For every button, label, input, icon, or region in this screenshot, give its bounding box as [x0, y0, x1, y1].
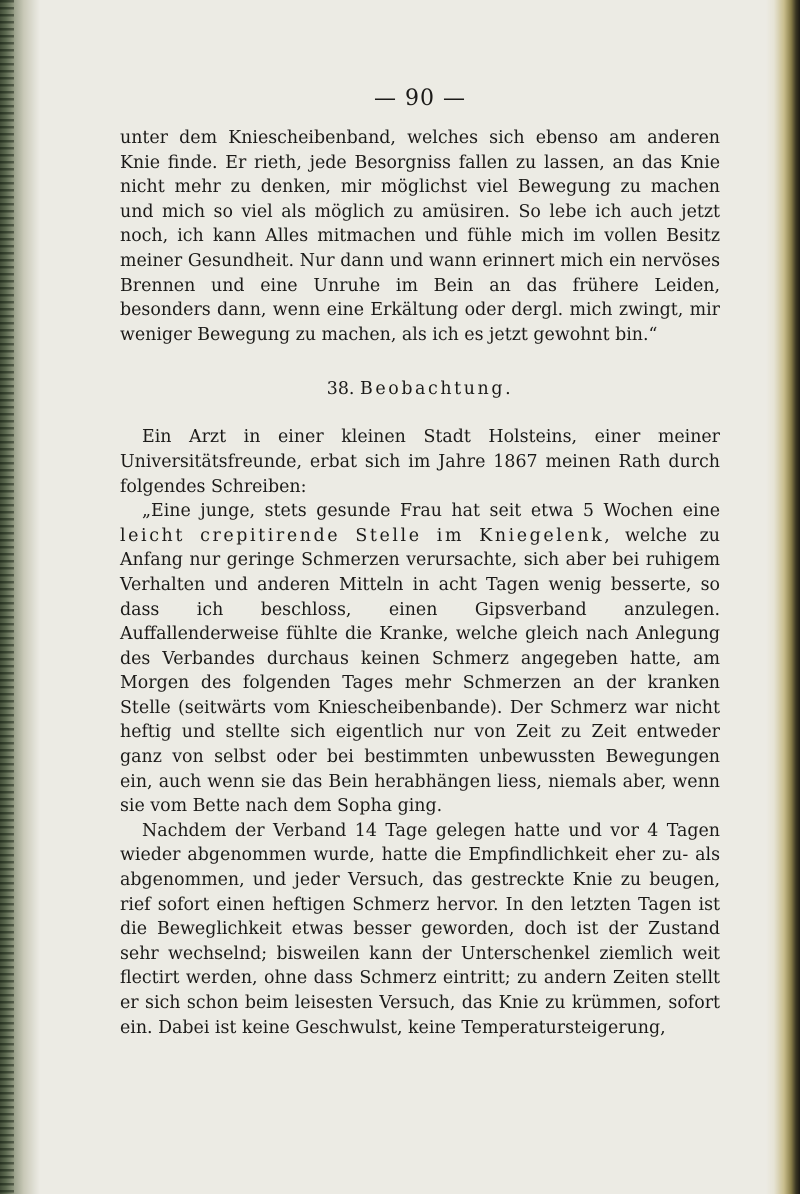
quote-emphasis: leicht crepitirende Stelle im Kniegelenk,: [120, 525, 613, 546]
intro-paragraph: Ein Arzt in einer kleinen Stadt Holsteins, einer meiner Universitätsfreunde, erbat sich im Jahre 1867 meinen Rath durch folgendes Schreiben:: [120, 427, 720, 497]
book-page: [120, 86, 720, 1040]
section-heading: [120, 377, 720, 401]
quote-text-before: „Eine junge, stets gesunde Frau hat seit etwa 5 Wochen eine: [142, 501, 720, 522]
paragraph-continuation: unter dem Kniescheibenband, welches sich ebenso am anderen Knie finde. Er rieth, jede Besorgniss fallen zu lassen, an das Knie nicht mehr zu denken, mir möglichst viel Bewegung zu machen und mich so viel als möglich zu amüsiren. So lebe ich auch jetzt noch, ich kann Alles mitmachen und fühle mich im vollen Besitz meiner Gesundheit. Nur dann und wann erinnert mich ein nervöses Brennen und eine Unruhe im Bein an das frühere Leiden, besonders dann, wenn eine Erkältung oder dergl. mich zwingt, mir weniger Bewegung zu machen, als ich es jetzt gewohnt bin.“: [120, 128, 720, 345]
page-number: — 90 —: [374, 86, 466, 111]
quote-paragraph: [120, 499, 720, 819]
section-number: 38.: [326, 379, 355, 400]
section-title: Beobachtung.: [359, 379, 514, 400]
quote-text-after: welche zu Anfang nur geringe Schmerzen verursachte, sich aber bei ruhigem Verhalten und anderen Mitteln in acht Tagen wenig besserte, so dass ich beschloss, einen Gipsverband anzulegen. Auffallenderweise fühlte die Kranke, welche gleich nach Anlegung des Verbandes durchaus keinen Schmerz angegeben hatte, am Morgen des folgenden Tages mehr Schmerzen an der kranken Stelle (seitwärts vom Kniescheibenbande). Der Schmerz war nicht heftig und stellte sich eigentlich nur von Zeit zu Zeit entweder ganz von selbst oder bei bestimmten unbewussten Bewegungen ein, auch wenn sie das Bein herabhängen liess, niemals aber, wenn sie vom Bette nach dem Sopha ging.: [120, 525, 720, 817]
scan-left-edge: [0, 0, 40, 1194]
final-paragraph: Nachdem der Verband 14 Tage gelegen hatte und vor 4 Tagen wieder abgenommen wurde, hatte die Empfindlichkeit eher zu- als abgenommen, und jeder Versuch, das gestreckte Knie zu beugen, rief sofort einen heftigen Schmerz hervor. In den letzten Tagen ist die Beweglichkeit etwas besser geworden, doch ist der Zustand sehr wechselnd; bisweilen kann der Unterschenkel ziemlich weit flectirt werden, ohne dass Schmerz eintritt; zu andern Zeiten stellt er sich schon beim leisesten Versuch, das Knie zu krümmen, sofort ein. Dabei ist keine Geschwulst, keine Temperatursteigerung,: [120, 820, 720, 1038]
scan-right-edge: [766, 0, 800, 1194]
